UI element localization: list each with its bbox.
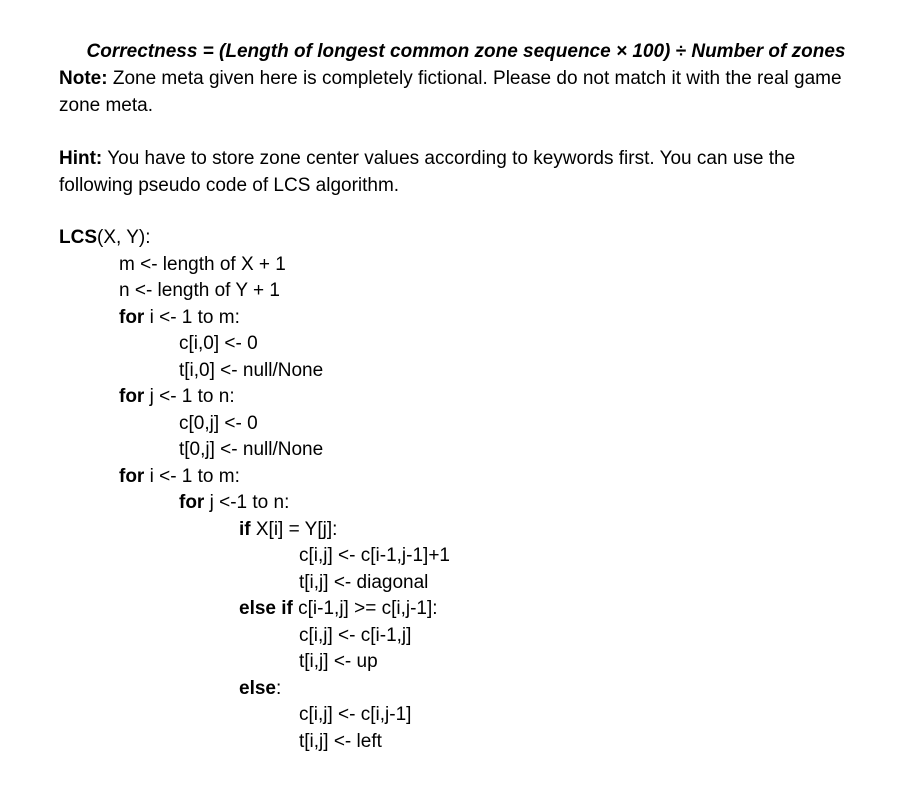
code-line: m <- length of X + 1 [119,253,286,275]
hint-text: You have to store zone center values according to keywords first. You can use the following pseudo code of LCS algorithm. [59,148,796,196]
code-line: n <- length of Y + 1 [119,280,280,301]
code-line: t[i,j] <- diagonal [299,571,429,593]
note-label: Note: [59,68,108,89]
lcs-pseudocode [59,225,851,755]
code-keyword: else if [239,598,293,619]
code-text: (X, Y): [97,227,151,248]
code-text: i <- 1 to m: [144,306,240,328]
code-keyword: for [119,306,145,328]
code-text: : [275,677,282,699]
code-keyword: else [239,677,276,699]
code-line: c[i,j] <- c[i-1,j] [299,624,412,646]
code-keyword: for [119,465,145,487]
code-line [59,305,851,332]
code-text: j <- 1 to n: [144,386,235,407]
code-line: t[i,j] <- left [299,730,382,752]
code-line [59,464,851,491]
code-line: c[i,0] <- 0 [179,333,258,354]
hint-paragraph [59,145,851,199]
code-line: c[i,j] <- c[i,j-1] [299,704,412,725]
code-keyword: LCS [59,227,97,248]
code-text: i <- 1 to m: [144,465,240,487]
code-line [59,596,851,623]
hint-label: Hint: [59,148,103,169]
code-line: c[0,j] <- 0 [179,412,258,434]
code-line [59,384,851,411]
code-text: c[i-1,j] >= c[i,j-1]: [292,598,438,619]
code-line: c[i,j] <- c[i-1,j-1]+1 [299,545,450,566]
code-keyword: for [119,386,145,407]
code-line: t[i,j] <- up [299,651,378,672]
code-line [59,517,851,544]
code-line [59,676,851,703]
correctness-formula: Correctness = (Length of longest common zone sequence × 100) ÷ Number of zones [86,41,846,62]
code-line [59,490,851,517]
code-text: X[i] = Y[j]: [250,518,338,540]
code-text: j <-1 to n: [204,492,290,513]
note-paragraph [59,65,851,119]
code-line: t[i,0] <- null/None [179,359,324,381]
document-page [59,38,851,755]
note-text: Zone meta given here is completely fictional. Please do not match it with the real game zone meta. [59,68,842,116]
code-keyword: for [179,492,205,513]
code-line: t[0,j] <- null/None [179,439,324,460]
code-keyword: if [239,518,251,540]
code-line [59,225,851,252]
